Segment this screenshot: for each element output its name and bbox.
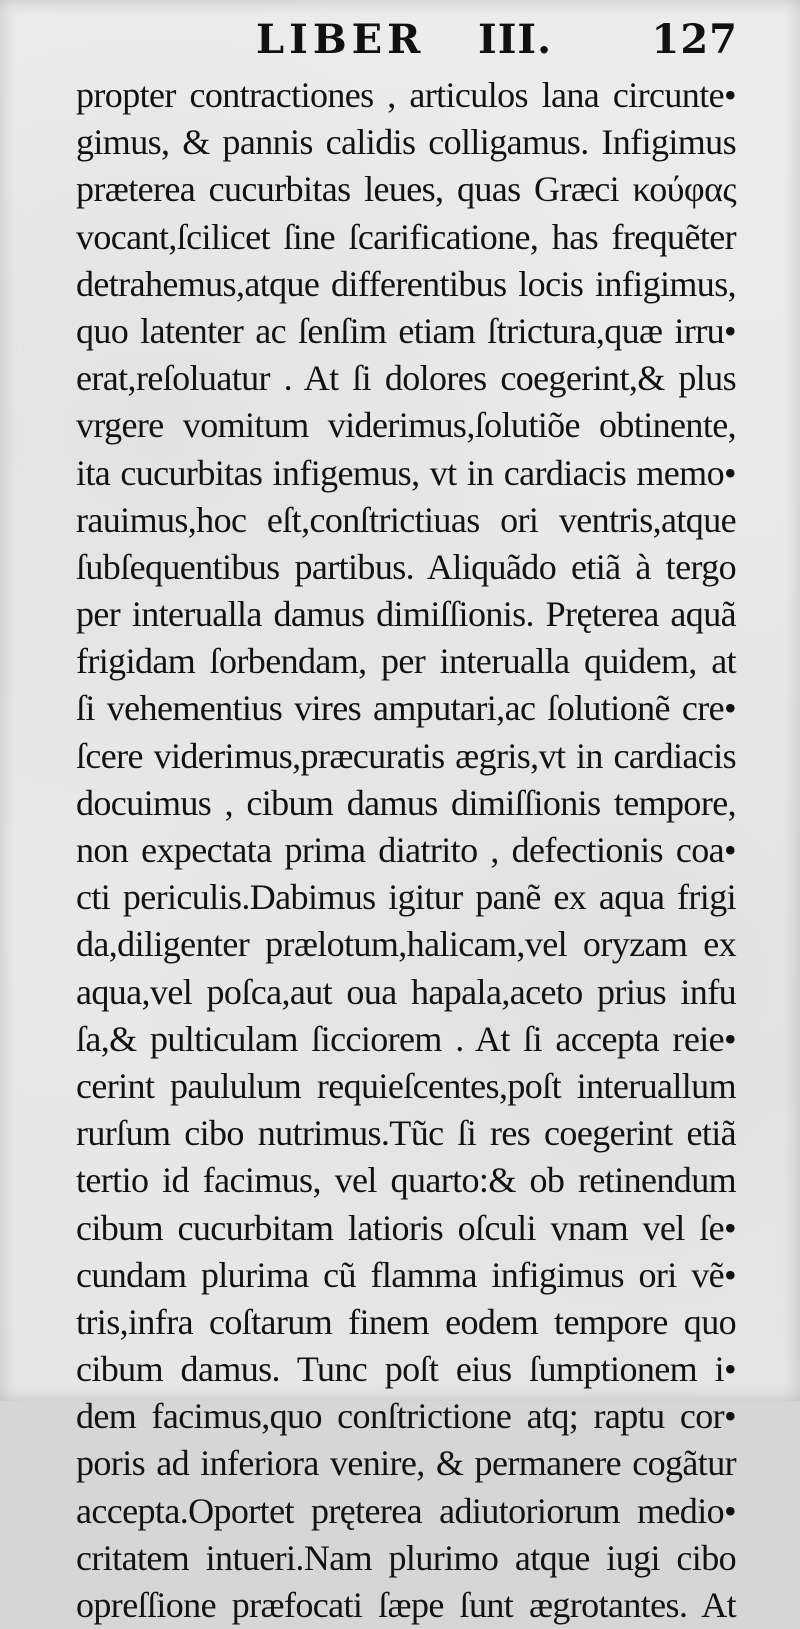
text-line: propter contractiones , articulos lana circunte• bbox=[76, 75, 736, 115]
running-head bbox=[78, 14, 738, 66]
text-line: ſcere viderimus,præcuratis ægris,vt in cardiacis bbox=[76, 735, 736, 776]
text-line: cibum damus. Tunc poſt eius ſumptionem i• bbox=[76, 1349, 736, 1390]
page-number: 127 bbox=[651, 16, 738, 63]
body-text bbox=[76, 72, 736, 1629]
running-title: LIBER bbox=[256, 16, 426, 63]
text-line: tertio id facimus, vel quarto:& ob retinendum bbox=[76, 1160, 736, 1201]
book-number: III. bbox=[478, 16, 553, 63]
text-line: ſubſequentibus partibus. Aliquãdo etiã à tergo bbox=[76, 546, 736, 587]
text-line: critatem intueri.Nam plurimo atque iugi cibo bbox=[76, 1537, 736, 1578]
text-line: aqua,vel poſca,aut oua hapala,aceto prius infu bbox=[76, 971, 736, 1012]
text-line: poris ad inferiora venire, & permanere cogãtur bbox=[76, 1443, 736, 1484]
text-line: rurſum cibo nutrimus.Tũc ſi res coegerint etiã bbox=[76, 1113, 736, 1154]
text-line: præterea cucurbitas leues, quas Græci κούφας bbox=[76, 169, 736, 210]
text-line: cti periculis.Dabimus igitur panẽ ex aqua frigi bbox=[76, 877, 736, 918]
text-line: cibum cucurbitam latioris oſculi vnam vel ſe• bbox=[76, 1207, 736, 1248]
text-line: vocant,ſcilicet ſine ſcarificatione, has frequẽter bbox=[76, 216, 736, 257]
text-line: dem facimus,quo conſtrictione atq; raptu cor• bbox=[76, 1396, 736, 1437]
text-line: docuimus , cibum damus dimiſſionis tempore, bbox=[76, 782, 736, 823]
text-line: ſi vehementius vires amputari,ac ſolutionẽ cre• bbox=[76, 688, 736, 729]
text-line: detrahemus,atque differentibus locis infigimus, bbox=[76, 263, 736, 304]
text-line: per interualla damus dimiſſionis. Pręterea aquã bbox=[76, 594, 736, 635]
text-line: ita cucurbitas infigemus, vt in cardiacis memo• bbox=[76, 452, 736, 493]
text-line: quo latenter ac ſenſim etiam ſtrictura,quæ irru• bbox=[76, 310, 736, 351]
text-line: erat,reſoluatur . At ſi dolores coegerint,& plus bbox=[76, 358, 736, 399]
text-line: opreſſione præfocati ſæpe ſunt ægrotantes. At bbox=[76, 1585, 736, 1625]
text-line: cundam plurima cũ flamma infigimus ori vẽ• bbox=[76, 1254, 736, 1295]
text-line: da,diligenter prælotum,halicam,vel oryzam ex bbox=[76, 924, 736, 965]
text-line: rauimus,hoc eſt,conſtrictiuas ori ventris,atque bbox=[76, 499, 736, 540]
text-line: tris,infra coſtarum finem eodem tempore quo bbox=[76, 1301, 736, 1342]
text-line: ſa,& pulticulam ſicciorem . At ſi accepta reie• bbox=[76, 1018, 736, 1059]
text-line: cerint paululum requieſcentes,poſt interuallum bbox=[76, 1065, 736, 1106]
text-line: vrgere vomitum viderimus,ſolutiõe obtinente, bbox=[76, 405, 736, 446]
text-line: accepta.Oportet pręterea adiutoriorum medio• bbox=[76, 1490, 736, 1531]
text-line: non expectata prima diatrito , defectionis coa• bbox=[76, 830, 736, 870]
text-line: gimus, & pannis calidis colligamus. Infigimus bbox=[76, 122, 736, 163]
text-line: frigidam ſorbendam, per interualla quidem, at bbox=[76, 641, 736, 682]
